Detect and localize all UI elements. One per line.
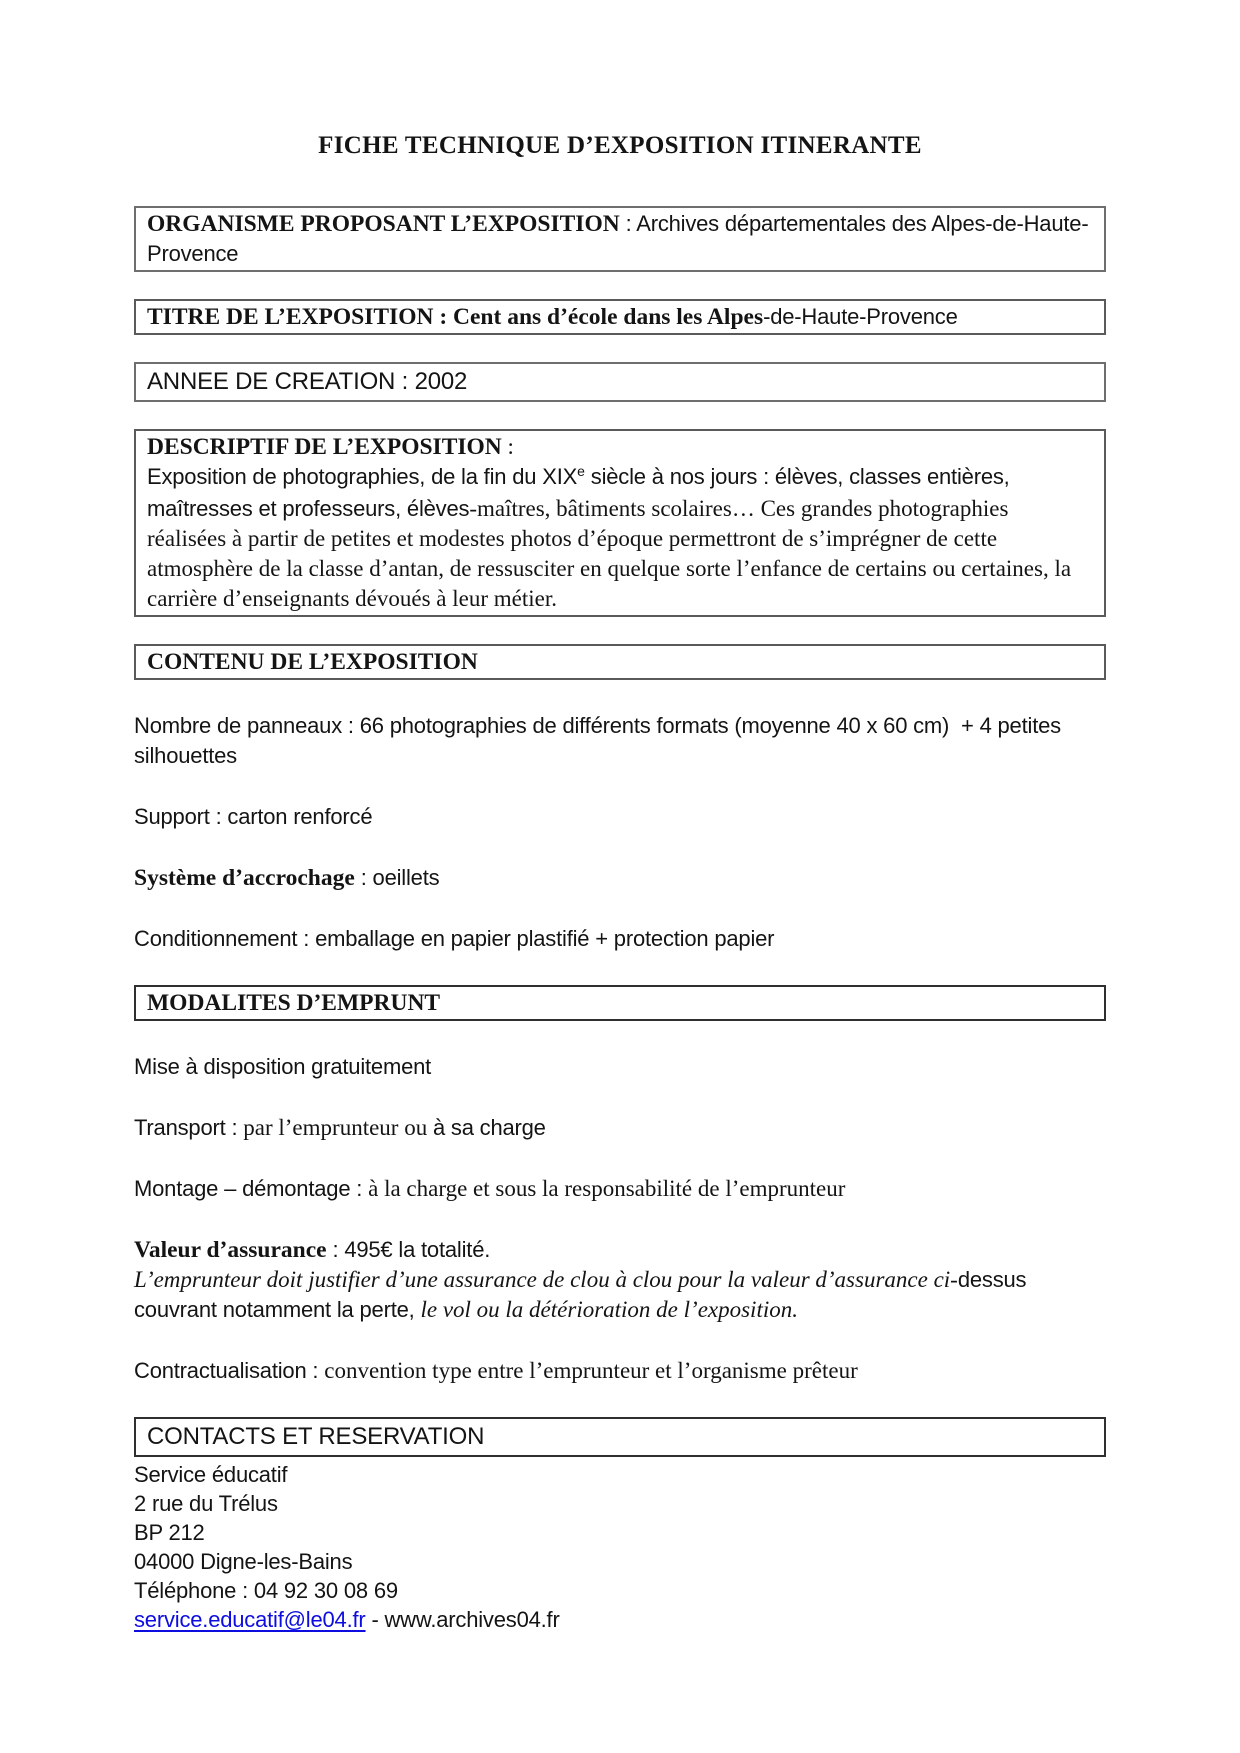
descriptif-run-3: -maîtres, bâtiments scolaires… Ces grandes photographies réalisées à partir de petites et modestes photos d’époque permettront de s’imprégner de cette atmosphère de la classe d’antan, de ressusciter en quelque sorte l’enfance de certains ou certaines, la carrière d’enseignants dévoués à leur métier. xyxy=(147,496,1072,611)
accrochage-line xyxy=(134,863,1106,893)
contractualisation-label: Contractualisation : xyxy=(134,1358,325,1383)
descriptif-superscript: e xyxy=(577,463,585,479)
contacts-heading-box xyxy=(134,1417,1106,1457)
montage-line xyxy=(134,1174,1106,1204)
contractualisation-value: convention type entre l’emprunteur et l’organisme prêteur xyxy=(324,1358,858,1383)
descriptif-box xyxy=(134,429,1106,617)
descriptif-heading-colon: : xyxy=(501,434,514,459)
contenu-heading-box xyxy=(134,644,1106,680)
accrochage-value: : oeillets xyxy=(354,865,440,890)
assurance-note-italic-2: le vol ou la détérioration de l’exposition. xyxy=(420,1297,798,1322)
contact-service-line: Service éducatif xyxy=(134,1462,288,1487)
contact-phone-line: Téléphone : 04 92 30 08 69 xyxy=(134,1578,398,1603)
assurance-label: Valeur d’assurance xyxy=(134,1237,327,1263)
assurance-note-italic-1: L’emprunteur doit justifier d’une assurance de clou à clou pour la valeur d’assurance ci- xyxy=(134,1267,958,1292)
titre-value: -de-Haute-Provence xyxy=(763,304,958,329)
annee-text: ANNEE DE CREATION : 2002 xyxy=(147,368,468,395)
descriptif-run-1: Exposition de photographies, de la fin du XIX xyxy=(147,464,578,489)
titre-label: TITRE DE L’EXPOSITION : Cent ans d’école dans les Alpes xyxy=(147,304,764,330)
conditionnement-line: Conditionnement : emballage en papier plastifié + protection papier xyxy=(134,926,775,951)
support-line: Support : carton renforcé xyxy=(134,804,373,829)
descriptif-paragraph xyxy=(147,462,1093,614)
transport-serif-run: par l’emprunteur ou xyxy=(243,1115,433,1140)
descriptif-run-2: siècle à nos jours : élèves, classes entières, maîtresses et professeurs, élèves xyxy=(147,464,1010,521)
modalites-heading-box xyxy=(134,985,1106,1021)
montage-value: à la charge et sous la responsabilité de l’emprunteur xyxy=(368,1176,846,1201)
contractualisation-line xyxy=(134,1356,1106,1386)
contacts-address-block xyxy=(134,1460,1106,1634)
descriptif-heading-line xyxy=(147,432,1093,462)
transport-label: Transport : xyxy=(134,1115,244,1140)
titre-box xyxy=(134,299,1106,335)
assurance-note xyxy=(134,1265,1106,1325)
organisme-label: ORGANISME PROPOSANT L’EXPOSITION xyxy=(147,211,620,237)
contacts-heading: CONTACTS ET RESERVATION xyxy=(147,1423,485,1450)
mise-line: Mise à disposition gratuitement xyxy=(134,1054,432,1079)
annee-box xyxy=(134,362,1106,402)
contact-web-line xyxy=(134,1605,1106,1634)
assurance-note-sans: dessus couvrant notamment la perte, xyxy=(134,1267,1027,1322)
transport-sans-run: à sa charge xyxy=(432,1115,546,1140)
document-title: FICHE TECHNIQUE D’EXPOSITION ITINERANTE xyxy=(318,132,922,159)
montage-label: Montage – démontage : xyxy=(134,1176,369,1201)
panneaux-line: Nombre de panneaux : 66 photographies de différents formats (moyenne 40 x 60 cm) + 4 petites silhouettes xyxy=(134,713,1061,768)
contact-city-line: 04000 Digne-les-Bains xyxy=(134,1549,353,1574)
transport-line xyxy=(134,1113,1106,1143)
organisme-box xyxy=(134,206,1106,272)
assurance-line xyxy=(134,1235,1106,1265)
contact-bp-line: BP 212 xyxy=(134,1520,205,1545)
modalites-heading: MODALITES D’EMPRUNT xyxy=(147,990,441,1016)
organisme-value: : Archives départementales des Alpes-de-Haute-Provence xyxy=(147,211,1089,266)
accrochage-label: Système d’accrochage xyxy=(134,865,355,891)
contact-street-line: 2 rue du Trélus xyxy=(134,1491,278,1516)
email-link[interactable]: service.educatif@le04.fr xyxy=(134,1607,366,1632)
descriptif-heading: DESCRIPTIF DE L’EXPOSITION xyxy=(147,434,502,460)
website-text: - www.archives04.fr xyxy=(365,1607,560,1632)
assurance-value: : 495€ la totalité. xyxy=(326,1237,491,1262)
contenu-heading: CONTENU DE L’EXPOSITION xyxy=(147,649,478,675)
